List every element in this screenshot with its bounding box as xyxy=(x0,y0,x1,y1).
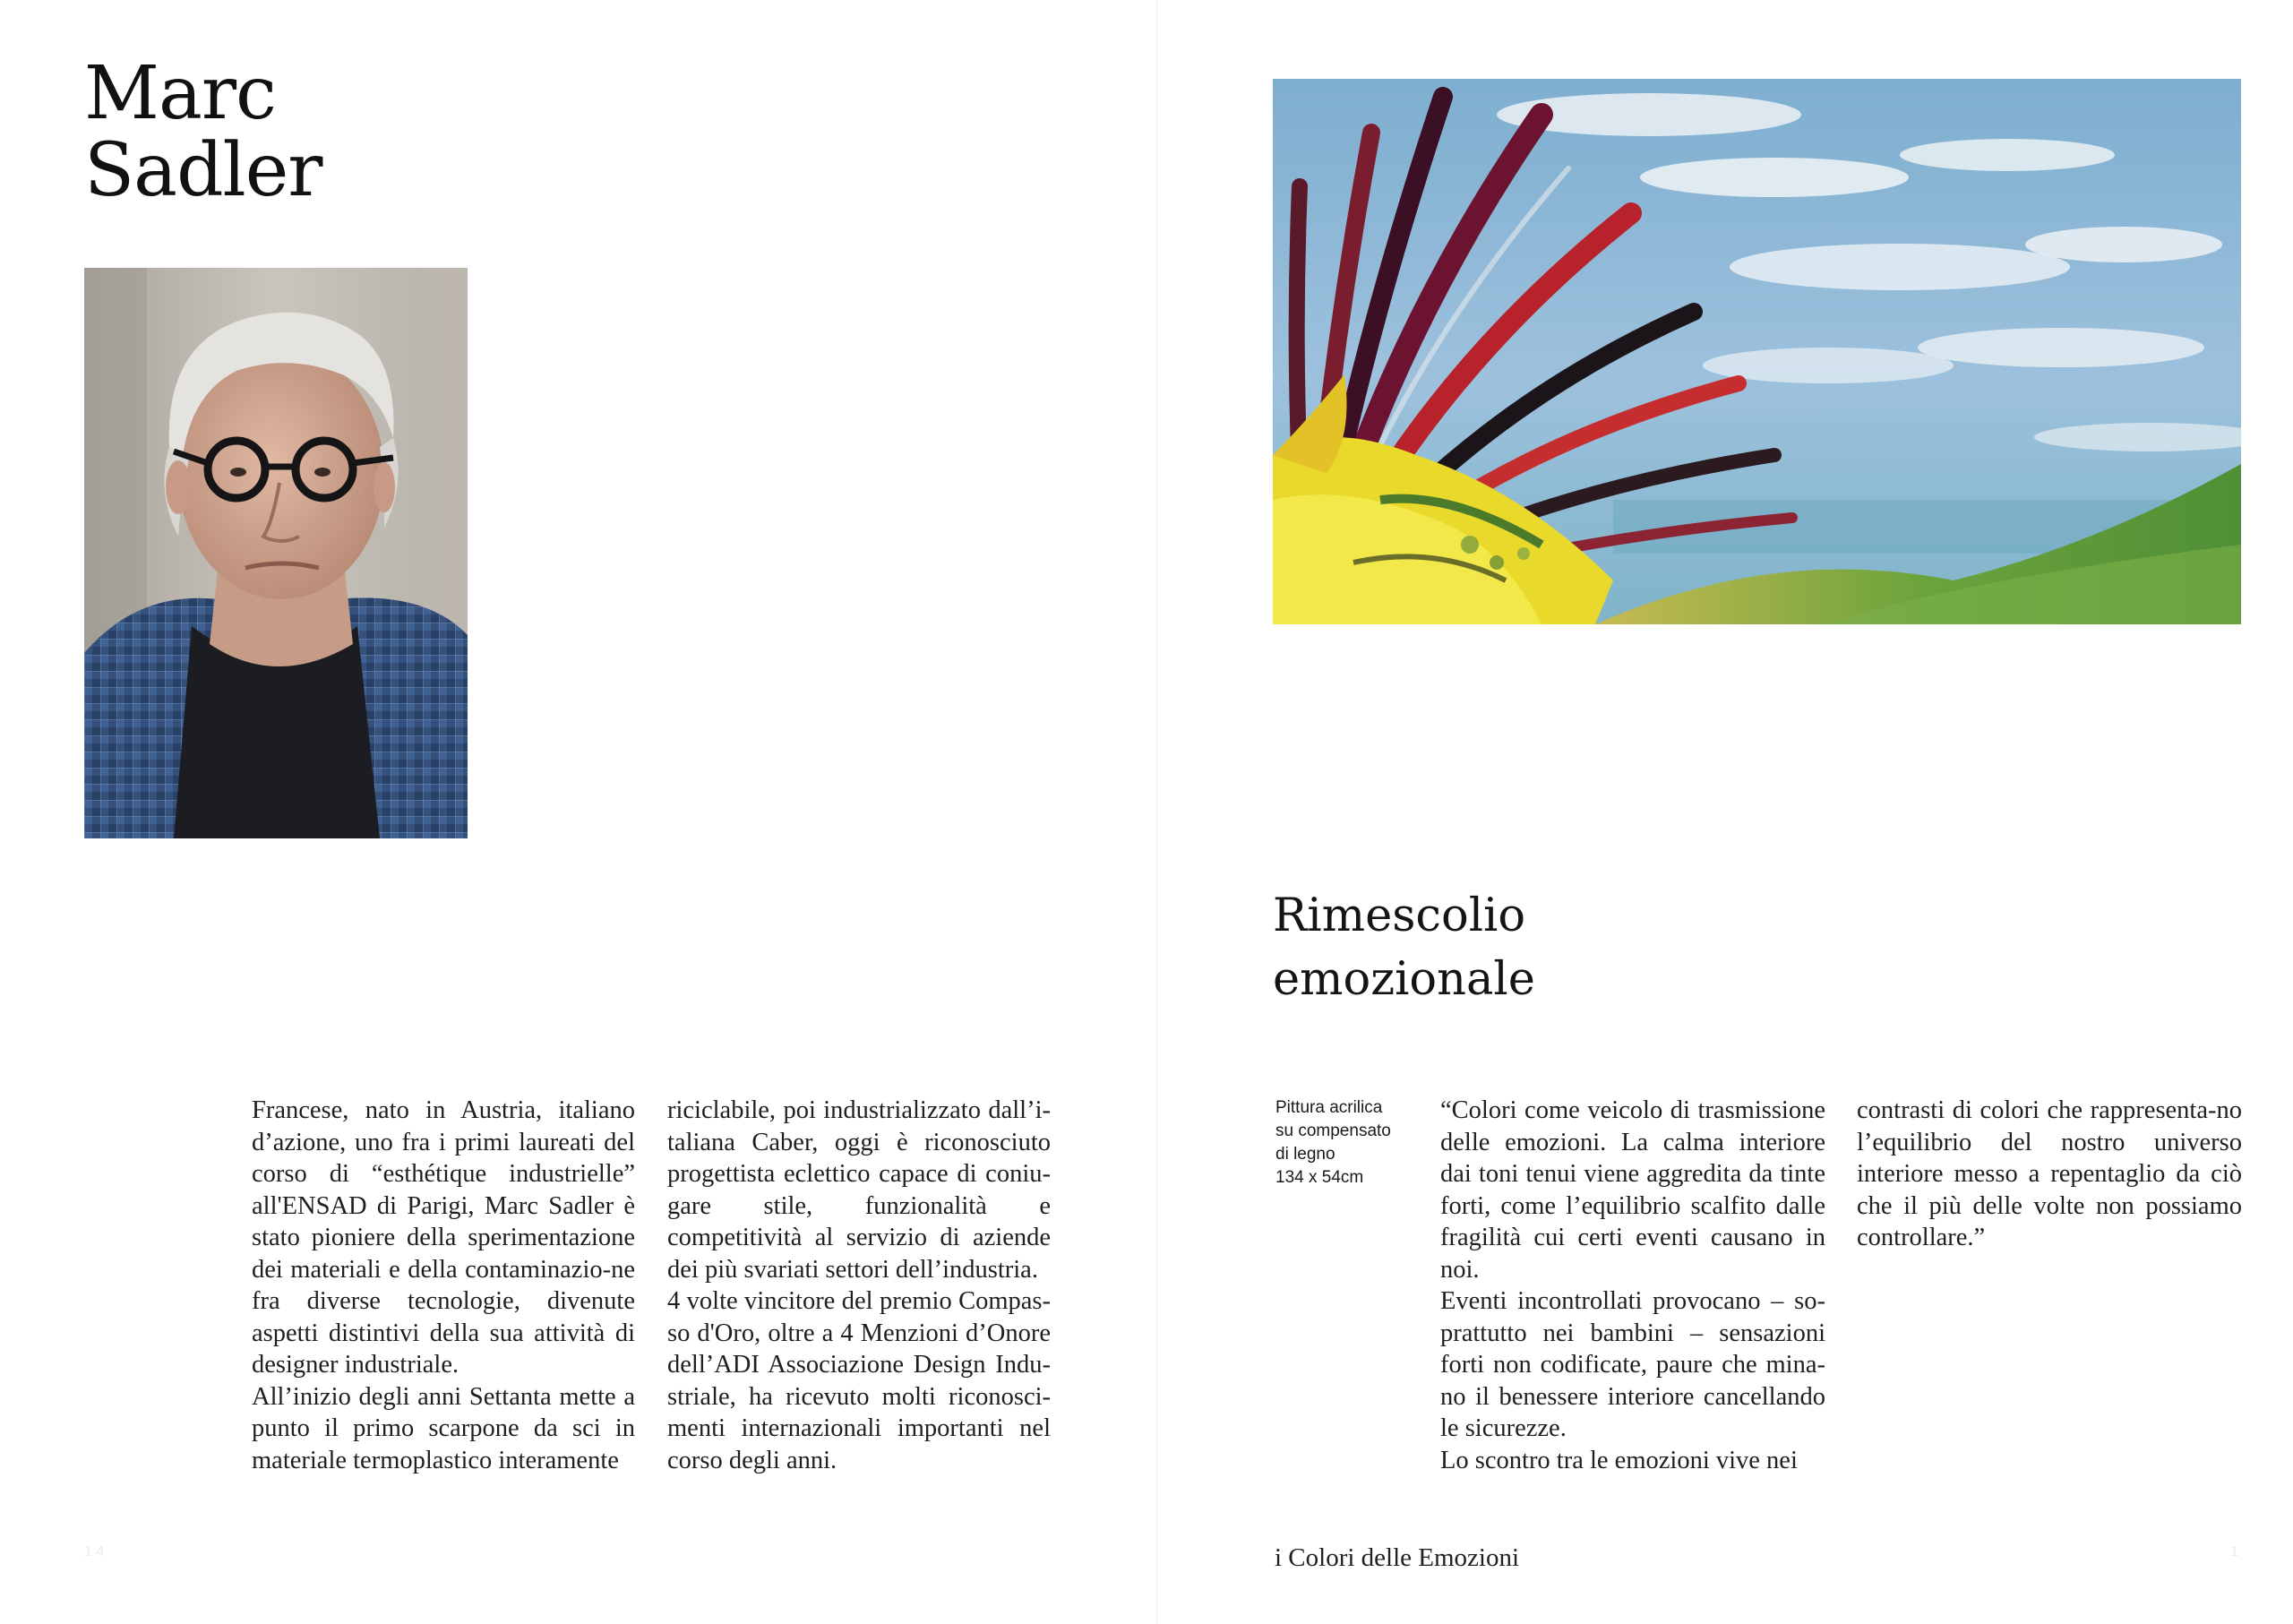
artist-first-name: Marc xyxy=(84,51,276,136)
quote-paragraph: contrasti di colori che rappresenta-no l’equilibrio del nostro universo interiore messo a repentaglio da ciò che il più delle volte non possiamo controllare.” xyxy=(1857,1096,2242,1251)
quote-paragraph: Eventi incontrollati provocano – so-prattutto nei bambini – sensazioni forti non codificate, paure che mina-no il benessere interiore cancellando le sicurezze. xyxy=(1440,1287,1825,1442)
quote-column-2 xyxy=(1857,1095,2242,1254)
bio-paragraph: 4 volte vincitore del premio Compas-so d'Oro, oltre a 4 Menzioni d’Onore dell’ADI Associazione Design Indu-striale, ha ricevuto molti riconosci-menti internazionali importanti nel corso degli anni. xyxy=(667,1287,1051,1474)
quote-column-1 xyxy=(1440,1095,1825,1476)
bio-paragraph: Francese, nato in Austria, italiano d’azione, uno fra i primi laureati del corso di “esthétique industrielle” all'ENSAD di Parigi, Marc Sadler è stato pioniere della sperimentazione dei materiali e della contaminazio-ne fra diverse tecnologie, divenute aspetti distintivi della sua attività di designer industriale. xyxy=(252,1096,635,1379)
artwork-medium-line: Pittura acrilica xyxy=(1275,1098,1383,1117)
artwork-medium-line: su compensato xyxy=(1275,1121,1391,1140)
artwork-specs xyxy=(1275,1096,1410,1190)
page-number-right: 1 xyxy=(2230,1544,2238,1560)
artist-name xyxy=(84,51,322,213)
painting-illustration xyxy=(1273,79,2241,624)
artwork-dimensions: 134 x 54cm xyxy=(1275,1168,1364,1187)
bio-paragraph: riciclabile, poi industrializzato dall’i-taliana Caber, oggi è riconosciuto progettista eclettico capace di coniu-gare stile, funzionalità e competitività al servizio di aziende dei più svariati settori dell’industria. xyxy=(667,1096,1051,1284)
artist-last-name: Sadler xyxy=(84,128,322,213)
spread-gutter xyxy=(1156,0,1157,1624)
artwork-title xyxy=(1273,884,1535,1011)
bio-column-1 xyxy=(252,1095,635,1476)
quote-paragraph: “Colori come veicolo di trasmissione delle emozioni. La calma interiore dai toni tenui viene aggredita da tinte forti, come l’equilibrio scalfito dalle fragilità cui certi eventi causano in noi. xyxy=(1440,1096,1825,1284)
artwork-title-line2: emozionale xyxy=(1273,953,1535,1006)
artist-portrait-photo xyxy=(84,268,468,838)
page-number-left: 1 4 xyxy=(84,1544,105,1560)
bio-paragraph: All’inizio degli anni Settanta mette a punto il primo scarpone da sci in materiale termoplastico interamente xyxy=(252,1382,635,1474)
artwork-title-line1: Rimescolio xyxy=(1273,889,1526,942)
series-title: i Colori delle Emozioni xyxy=(1275,1543,1520,1572)
portrait-illustration xyxy=(84,268,468,838)
quote-paragraph: Lo scontro tra le emozioni vive nei xyxy=(1440,1446,1798,1474)
bio-column-2 xyxy=(667,1095,1051,1476)
artwork-image xyxy=(1273,79,2241,624)
artwork-medium-line: di legno xyxy=(1275,1145,1335,1164)
